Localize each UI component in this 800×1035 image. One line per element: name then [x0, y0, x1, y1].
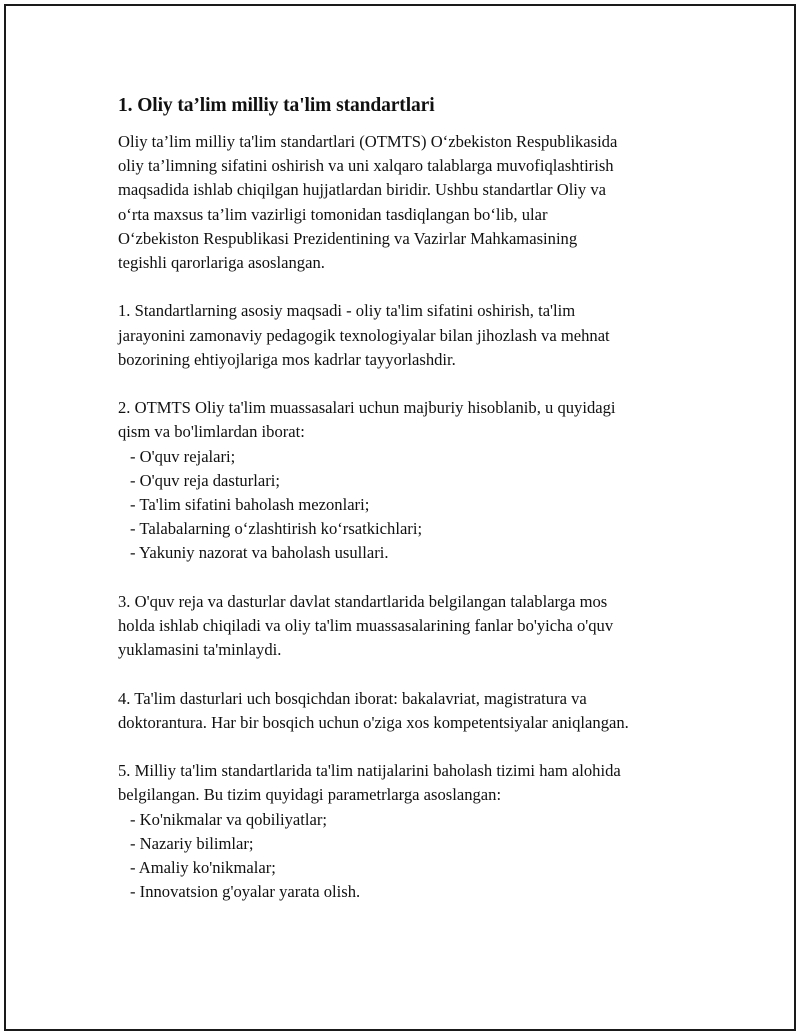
- text-line: doktorantura. Har bir bosqich uchun o'ziga xos kompetentsiyalar aniqlangan.: [118, 712, 629, 732]
- list-item: - Nazariy bilimlar;: [130, 833, 254, 853]
- list-item: - Yakuniy nazorat va baholash usullari.: [130, 543, 389, 563]
- document-body: [118, 94, 698, 929]
- text-line: holda ishlab chiqiladi va oliy ta'lim muassasalarining fanlar bo'yicha o'quv: [118, 616, 614, 636]
- list-item: - Ko'nikmalar va qobiliyatlar;: [130, 809, 327, 829]
- list-item: - O'quv reja dasturlari;: [130, 470, 280, 490]
- list-item: - Amaliy ko'nikmalar;: [130, 858, 276, 878]
- text-line: oliy ta’limning sifatini oshirish va uni xalqaro talablarga muvofiqlashtirish: [118, 156, 614, 176]
- text-line: qism va bo'limlardan iborat:: [118, 422, 305, 442]
- text-line: 1. Standartlarning asosiy maqsadi - oliy ta'lim sifatini oshirish, ta'lim: [118, 301, 576, 321]
- section-1-paragraph: [118, 299, 698, 372]
- text-line: 5. Milliy ta'lim standartlarida ta'lim natijalarini baholash tizimi ham alohida: [118, 761, 621, 781]
- list-item: - Innovatsion g'oyalar yarata olish.: [130, 882, 361, 902]
- list-item: - O'quv rejalari;: [130, 446, 236, 466]
- text-line: 3. O'quv reja va dasturlar davlat standartlarida belgilangan talablarga mos: [118, 591, 608, 611]
- document-title: 1. Oliy ta’lim milliy ta'lim standartlari: [118, 95, 435, 116]
- list-item: - Talabalarning o‘zlashtirish ko‘rsatkichlari;: [130, 519, 423, 539]
- text-line: o‘rta maxsus ta’lim vazirligi tomonidan tasdiqlangan bo‘lib, ular: [118, 204, 548, 224]
- text-line: 4. Ta'lim dasturlari uch bosqichdan iborat: bakalavriat, magistratura va: [118, 688, 587, 708]
- section-4-paragraph: [118, 687, 698, 735]
- text-line: 2. OTMTS Oliy ta'lim muassasalari uchun majburiy hisoblanib, u quyidagi: [118, 398, 616, 418]
- text-line: tegishli qarorlariga asoslangan.: [118, 253, 325, 273]
- text-line: bozorining ehtiyojlariga mos kadrlar tayyorlashdir.: [118, 349, 456, 369]
- list-item: - Ta'lim sifatini baholash mezonlari;: [130, 495, 370, 515]
- section-5-paragraph: [118, 759, 698, 904]
- intro-paragraph: [118, 130, 698, 275]
- section-2-paragraph: [118, 396, 698, 565]
- text-line: belgilangan. Bu tizim quyidagi parametrlarga asoslangan:: [118, 785, 502, 805]
- section-3-paragraph: [118, 590, 698, 663]
- text-line: maqsadida ishlab chiqilgan hujjatlardan biridir. Ushbu standartlar Oliy va: [118, 180, 607, 200]
- text-line: Oliy ta’lim milliy ta'lim standartlari (OTMTS) O‘zbekiston Respublikasida: [118, 132, 618, 151]
- text-line: yuklamasini ta'minlaydi.: [118, 640, 282, 660]
- text-line: jarayonini zamonaviy pedagogik texnologiyalar bilan jihozlash va mehnat: [118, 325, 610, 345]
- text-line: O‘zbekiston Respublikasi Prezidentining va Vazirlar Mahkamasining: [118, 228, 578, 248]
